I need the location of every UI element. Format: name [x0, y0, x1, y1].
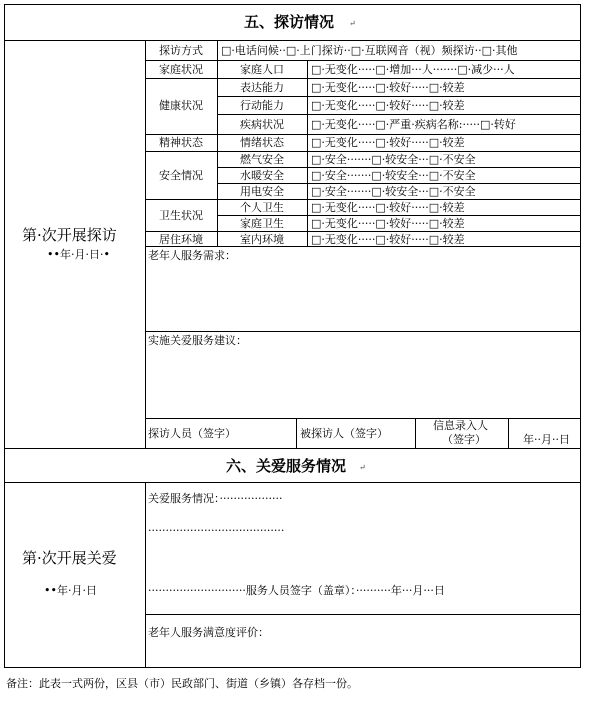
care-dots-line: ·······································: [148, 524, 285, 537]
row-content-expression: □·无变化·····□·较好·····□·较差: [311, 81, 465, 94]
satisfaction-label: 老年人服务满意度评价：: [148, 626, 269, 639]
row-sub-electric: 用电安全: [240, 185, 284, 198]
row-content-disease: □·无变化·····□·严重·疾病名称:·····□·转好: [311, 118, 516, 131]
row-content-gas: □·安全·······□·较安全···□·不安全: [311, 153, 476, 166]
row-content-home-hygiene: □·无变化·····□·较好·····□·较差: [311, 217, 465, 230]
service-count-label: 第·次开展关爱: [22, 549, 117, 567]
visited-sign-label: 被探访人（签字）: [300, 427, 388, 440]
row-main-safety: 安全情况: [159, 169, 203, 182]
row-sub-disease: 疾病状况: [240, 118, 284, 131]
care-sign-line: ····························服务人员签字（盖章）：··········年···月···日: [148, 584, 445, 597]
row-sub-indoor: 室内环境: [240, 233, 284, 246]
visitor-sign-label: 探访人员（签字）: [148, 427, 236, 440]
row-content-visit-method: □·电话问候··□·上门探访··□·互联网音（视）频探访··□·其他: [221, 44, 518, 57]
footnote: 备注：此表一式两份，区县（市）民政部门、街道（乡镇）各存档一份。: [6, 677, 358, 690]
visit-date: ••年·月·日·•: [47, 248, 110, 261]
row-content-heating: □·安全·······□·较安全···□·不安全: [311, 169, 476, 182]
care-situation-label: 关爱服务情况：··················: [148, 492, 283, 505]
row-sub-mood: 情绪状态: [240, 136, 284, 149]
row-content-electric: □·安全·······□·较安全···□·不安全: [311, 185, 476, 198]
visit-count-label: 第·次开展探访: [22, 226, 117, 244]
suggest-label: 实施关爱服务建议：: [148, 334, 247, 347]
section6-title: 六、关爱服务情况: [226, 457, 347, 475]
row-sub-mobility: 行动能力: [240, 99, 284, 112]
service-date: ••年·月·日: [44, 584, 97, 597]
row-content-mobility: □·无变化·····□·较好·····□·较差: [311, 99, 465, 112]
row-main-mental: 精神状态: [159, 136, 203, 149]
row-content-family-size: □·无变化·····□·增加···人·······□·减少···人: [311, 63, 515, 76]
row-sub-home-hygiene: 家庭卫生: [240, 217, 284, 230]
return-mark: ↵: [359, 463, 366, 472]
needs-label: 老年人服务需求：: [148, 249, 236, 262]
row-content-indoor: □·无变化·····□·较好·····□·较差: [311, 233, 465, 246]
info-entry-label-1: 信息录入人: [433, 419, 488, 432]
section5-title: 五、探访情况: [244, 13, 335, 31]
date-tail: 年··月··日: [523, 433, 570, 446]
row-sub-family-size: 家庭人口: [240, 63, 284, 76]
row-content-mood: □·无变化·····□·较好·····□·较差: [311, 136, 465, 149]
row-main-living: 居住环境: [159, 233, 203, 246]
row-content-personal-hygiene: □·无变化·····□·较好·····□·较差: [311, 201, 465, 214]
row-sub-gas: 燃气安全: [240, 153, 284, 166]
row-main-hygiene: 卫生状况: [159, 209, 203, 222]
row-main-visit-method: 探访方式: [159, 44, 203, 57]
row-main-family: 家庭状况: [159, 63, 203, 76]
row-sub-personal-hygiene: 个人卫生: [240, 201, 284, 214]
row-sub-heating: 水暖安全: [240, 169, 284, 182]
return-mark: ↵: [349, 19, 356, 28]
info-entry-label-2: （签字）: [442, 433, 486, 446]
row-main-health: 健康状况: [159, 99, 203, 112]
row-sub-expression: 表达能力: [240, 81, 284, 94]
